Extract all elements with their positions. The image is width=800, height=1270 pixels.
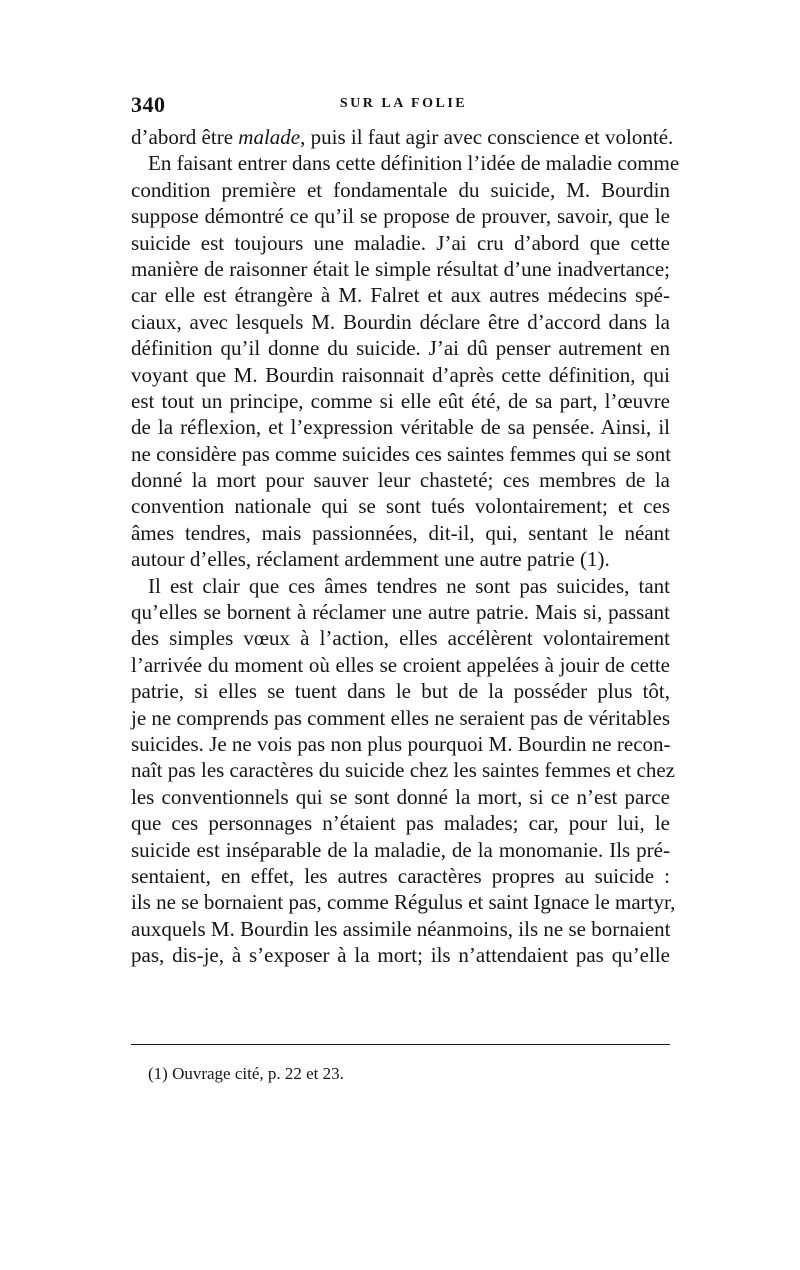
text-line: des simples vœux à l’action, elles accélèrent volontairement [131,626,670,651]
text-line: les conventionnels qui se sont donné la mort, si ce n’est parce [131,784,670,809]
text-line: suicides. Je ne vois pas non plus pourquoi M. Bourdin ne recon- [131,731,671,756]
footnote-divider [131,1044,670,1045]
page-header [131,92,670,118]
text-line: je ne comprends pas comment elles ne seraient pas de véritables [131,705,670,730]
text-line: ciaux, avec lesquels M. Bourdin déclare être d’accord dans la [131,309,670,334]
text-line: car elle est étrangère à M. Falret et aux autres médecins spé- [131,283,670,308]
text-line: suppose démontré ce qu’il se propose de prouver, savoir, que le [131,204,670,229]
text-line: ils ne se bornaient pas, comme Régulus et saint Ignace le martyr, [131,890,676,915]
footnote: (1) Ouvrage cité, p. 22 et 23. [148,1064,344,1083]
text-segment: d’abord être [131,125,239,149]
body-text [131,124,680,969]
page-number: 340 [131,92,166,117]
running-head: SUR LA FOLIE [339,96,468,111]
text-line: est tout un principe, comme si elle eût été, de sa part, l’œuvre [131,388,670,413]
text-line: donné la mort pour sauver leur chasteté; ces membres de la [131,468,670,493]
text-line: patrie, si elles se tuent dans le but de la posséder plus tôt, [131,679,670,704]
text-line: auxquels M. Bourdin les assimile néanmoins, ils ne se bornaient [131,916,671,941]
text-line: autour d’elles, réclament ardemment une autre patrie (1). [131,547,610,572]
text-line: En faisant entrer dans cette définition l’idée de maladie comme [148,151,680,176]
text-line: naît pas les caractères du suicide chez les saintes femmes et chez [131,758,676,783]
text-line: pas, dis-je, à s’exposer à la mort; ils n’attendaient pas qu’elle [131,943,670,968]
text-line: définition qu’il donne du suicide. J’ai dû penser autrement en [131,336,670,361]
text-line: que ces personnages n’étaient pas malades; car, pour lui, le [131,811,670,836]
text-line: suicide est inséparable de la maladie, de la monomanie. Ils pré- [131,837,670,862]
text-line: voyant que M. Bourdin raisonnait d’après cette définition, qui [131,362,670,387]
text-line: sentaient, en effet, les autres caractères propres au suicide : [131,863,670,888]
text-line: de la réflexion, et l’expression véritable de sa pensée. Ainsi, il [131,415,670,440]
text-line: convention nationale qui se sont tués volontairement; et ces [131,494,670,519]
text-line: âmes tendres, mais passionnées, dit-il, qui, sentant le néant [131,520,670,545]
text-segment: , puis il faut agir avec conscience et volonté. [300,125,674,149]
text-line: condition première et fondamentale du suicide, M. Bourdin [131,177,670,202]
text-line: qu’elles se bornent à réclamer une autre patrie. Mais si, passant [131,600,670,625]
text-line: l’arrivée du moment où elles se croient appelées à jouir de cette [131,652,670,677]
text-line: manière de raisonner était le simple résultat d’une inadvertance; [131,256,670,281]
italic-word: malade [238,125,301,149]
text-line: Il est clair que ces âmes tendres ne sont pas suicides, tant [148,573,670,598]
text-line: ne considère pas comme suicides ces saintes femmes qui se sont [131,441,672,466]
text-line: suicide est toujours une maladie. J’ai cru d’abord que cette [131,230,670,255]
text-line [131,124,674,150]
